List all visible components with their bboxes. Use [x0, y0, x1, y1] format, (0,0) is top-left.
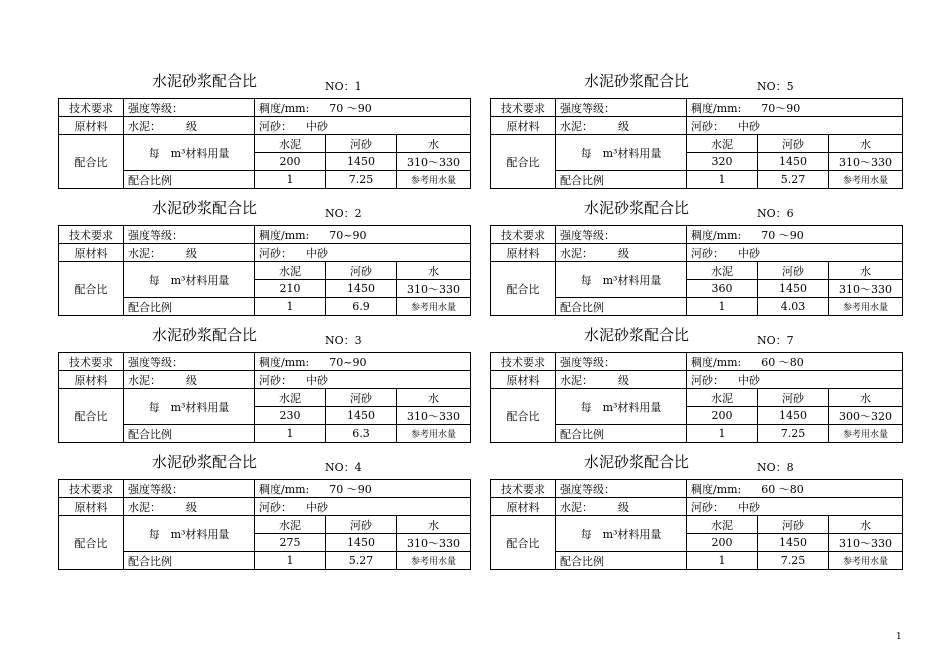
table-row: [59, 516, 471, 534]
tech-req-label: 技术要求: [59, 353, 124, 371]
consistency-cell: [687, 99, 903, 117]
ref-water-label: 参考用水量: [829, 171, 903, 189]
ratio-cement: 1: [687, 552, 758, 570]
water-amount: 300～320: [829, 407, 903, 425]
consistency-cell: [687, 226, 903, 244]
sand-amount: 1450: [758, 280, 829, 298]
mix-table: [58, 479, 471, 570]
raw-materials-label: 原材料: [491, 371, 556, 389]
consistency-label: 稠度/mm:: [691, 355, 742, 369]
mix-table: [490, 352, 903, 443]
per-m3-label: 每 m³材料用量: [556, 135, 687, 171]
col-cement-header: 水泥: [255, 262, 326, 280]
card-title: 水泥砂浆配合比: [584, 72, 690, 90]
per-m3-label: 每 m³材料用量: [124, 516, 255, 552]
col-water-header: 水: [397, 262, 471, 280]
cement-grade-cell: [556, 117, 687, 135]
tech-req-label: 技术要求: [491, 480, 556, 498]
ref-water-label: 参考用水量: [829, 425, 903, 443]
sand-cell: [687, 498, 903, 516]
table-row: [59, 498, 471, 516]
per-m3-label: 每 m³材料用量: [124, 389, 255, 425]
ratio-cement: 1: [255, 298, 326, 316]
per-m3-label: 每 m³材料用量: [556, 516, 687, 552]
strength-grade-label: 强度等级：: [124, 99, 255, 117]
ref-water-label: 参考用水量: [397, 425, 471, 443]
sand-label: 河砂：: [259, 373, 292, 387]
strength-grade-label: 强度等级：: [124, 226, 255, 244]
table-row: [59, 135, 471, 153]
mix-table: [490, 98, 903, 189]
card-number: NO：2: [325, 207, 362, 220]
raw-materials-label: 原材料: [491, 117, 556, 135]
ratio-sand: 5.27: [326, 552, 397, 570]
sand-amount: 1450: [326, 534, 397, 552]
consistency-cell: [255, 226, 471, 244]
mix-table: [58, 352, 471, 443]
per-m3-label: 每 m³材料用量: [124, 135, 255, 171]
card-title: 水泥砂浆配合比: [152, 326, 258, 344]
ratio-label: 配合比例: [556, 298, 687, 316]
sand-amount: 1450: [326, 280, 397, 298]
sand-label: 河砂：: [691, 373, 724, 387]
consistency-cell: [687, 353, 903, 371]
col-cement-header: 水泥: [687, 389, 758, 407]
sand-type: 中砂: [306, 119, 328, 133]
table-row: [491, 371, 903, 389]
table-row: [59, 226, 471, 244]
consistency-label: 稠度/mm:: [691, 482, 742, 496]
card-number: NO：4: [325, 461, 362, 474]
sand-amount: 1450: [326, 153, 397, 171]
card-number: NO：7: [757, 334, 794, 347]
table-row: [491, 262, 903, 280]
cement-amount: 360: [687, 280, 758, 298]
mix-ratio-label: 配合比: [491, 516, 556, 570]
ref-water-label: 参考用水量: [397, 298, 471, 316]
sand-type: 中砂: [738, 373, 760, 387]
col-sand-header: 河砂: [758, 516, 829, 534]
tech-req-label: 技术要求: [491, 99, 556, 117]
cement-grade-cell: [124, 498, 255, 516]
tech-req-label: 技术要求: [491, 353, 556, 371]
table-row: [59, 480, 471, 498]
sand-amount: 1450: [758, 534, 829, 552]
cement-grade-cell: [556, 371, 687, 389]
ratio-cement: 1: [255, 171, 326, 189]
ratio-cement: 1: [687, 425, 758, 443]
sand-cell: [255, 498, 471, 516]
table-row: [491, 389, 903, 407]
table-row: [491, 353, 903, 371]
ratio-cement: 1: [255, 552, 326, 570]
cement-label: 水泥：: [560, 246, 593, 260]
ratio-cement: 1: [255, 425, 326, 443]
consistency-label: 稠度/mm:: [691, 101, 742, 115]
grade-suffix: 级: [186, 119, 197, 133]
col-water-header: 水: [829, 516, 903, 534]
table-row: [59, 99, 471, 117]
mix-table: [58, 98, 471, 189]
col-sand-header: 河砂: [326, 389, 397, 407]
table-row: [491, 117, 903, 135]
sand-type: 中砂: [306, 246, 328, 260]
sand-label: 河砂：: [691, 246, 724, 260]
cement-grade-cell: [556, 244, 687, 262]
consistency-value: 70 ～90: [329, 482, 372, 496]
sand-type: 中砂: [306, 500, 328, 514]
per-m3-label: 每 m³材料用量: [556, 262, 687, 298]
mix-ratio-label: 配合比: [491, 389, 556, 443]
card-title: 水泥砂浆配合比: [584, 199, 690, 217]
card-title: 水泥砂浆配合比: [584, 453, 690, 471]
raw-materials-label: 原材料: [59, 371, 124, 389]
consistency-label: 稠度/mm:: [259, 482, 310, 496]
cement-amount: 210: [255, 280, 326, 298]
consistency-value: 60 ～80: [761, 355, 804, 369]
grade-suffix: 级: [618, 500, 629, 514]
grade-suffix: 级: [618, 119, 629, 133]
consistency-label: 稠度/mm:: [259, 355, 310, 369]
cement-amount: 200: [687, 407, 758, 425]
col-cement-header: 水泥: [255, 389, 326, 407]
grade-suffix: 级: [618, 246, 629, 260]
ratio-cement: 1: [687, 171, 758, 189]
ratio-sand: 7.25: [758, 425, 829, 443]
consistency-value: 60 ～80: [761, 482, 804, 496]
col-sand-header: 河砂: [758, 135, 829, 153]
raw-materials-label: 原材料: [59, 117, 124, 135]
col-sand-header: 河砂: [758, 389, 829, 407]
cement-grade-cell: [124, 244, 255, 262]
col-cement-header: 水泥: [255, 135, 326, 153]
ratio-sand: 7.25: [326, 171, 397, 189]
sand-label: 河砂：: [691, 119, 724, 133]
col-cement-header: 水泥: [687, 516, 758, 534]
strength-grade-label: 强度等级：: [124, 480, 255, 498]
sand-cell: [255, 244, 471, 262]
water-amount: 310～330: [397, 534, 471, 552]
sand-amount: 1450: [326, 407, 397, 425]
strength-grade-label: 强度等级：: [556, 480, 687, 498]
sand-label: 河砂：: [259, 119, 292, 133]
mix-ratio-label: 配合比: [491, 262, 556, 316]
consistency-value: 70 ～90: [329, 101, 372, 115]
grade-suffix: 级: [618, 373, 629, 387]
ref-water-label: 参考用水量: [829, 298, 903, 316]
ratio-label: 配合比例: [124, 171, 255, 189]
consistency-cell: [255, 353, 471, 371]
table-row: [491, 480, 903, 498]
table-row: [59, 389, 471, 407]
table-row: [491, 516, 903, 534]
sand-cell: [687, 244, 903, 262]
consistency-label: 稠度/mm:: [259, 228, 310, 242]
table-row: [59, 244, 471, 262]
sand-label: 河砂：: [259, 246, 292, 260]
per-m3-label: 每 m³材料用量: [124, 262, 255, 298]
sand-cell: [687, 371, 903, 389]
tech-req-label: 技术要求: [59, 99, 124, 117]
sand-label: 河砂：: [691, 500, 724, 514]
table-row: [59, 117, 471, 135]
cement-grade-cell: [124, 371, 255, 389]
mix-ratio-label: 配合比: [59, 389, 124, 443]
sand-amount: 1450: [758, 153, 829, 171]
mix-ratio-label: 配合比: [491, 135, 556, 189]
grade-suffix: 级: [186, 246, 197, 260]
sand-type: 中砂: [306, 373, 328, 387]
cement-amount: 200: [687, 534, 758, 552]
strength-grade-label: 强度等级：: [556, 99, 687, 117]
consistency-value: 70～90: [761, 101, 801, 115]
cement-grade-cell: [124, 117, 255, 135]
strength-grade-label: 强度等级：: [556, 226, 687, 244]
col-water-header: 水: [397, 135, 471, 153]
strength-grade-label: 强度等级：: [556, 353, 687, 371]
consistency-cell: [255, 99, 471, 117]
col-water-header: 水: [829, 389, 903, 407]
per-m3-label: 每 m³材料用量: [556, 389, 687, 425]
mix-table: [490, 479, 903, 570]
sand-type: 中砂: [738, 500, 760, 514]
ref-water-label: 参考用水量: [829, 552, 903, 570]
sand-label: 河砂：: [259, 500, 292, 514]
ratio-label: 配合比例: [556, 552, 687, 570]
ratio-sand: 6.9: [326, 298, 397, 316]
ratio-sand: 6.3: [326, 425, 397, 443]
col-sand-header: 河砂: [326, 262, 397, 280]
cement-amount: 200: [255, 153, 326, 171]
cement-label: 水泥：: [560, 119, 593, 133]
tech-req-label: 技术要求: [59, 480, 124, 498]
ratio-sand: 5.27: [758, 171, 829, 189]
water-amount: 310～330: [829, 280, 903, 298]
ref-water-label: 参考用水量: [397, 171, 471, 189]
card-number: NO：8: [757, 461, 794, 474]
cement-grade-cell: [556, 498, 687, 516]
cement-label: 水泥：: [128, 500, 161, 514]
ratio-label: 配合比例: [556, 171, 687, 189]
cement-label: 水泥：: [560, 500, 593, 514]
raw-materials-label: 原材料: [491, 498, 556, 516]
sand-amount: 1450: [758, 407, 829, 425]
consistency-value: 70 ～90: [761, 228, 804, 242]
table-row: [491, 244, 903, 262]
mix-ratio-label: 配合比: [59, 516, 124, 570]
col-cement-header: 水泥: [687, 262, 758, 280]
card-number: NO：6: [757, 207, 794, 220]
table-row: [59, 353, 471, 371]
raw-materials-label: 原材料: [491, 244, 556, 262]
mix-ratio-label: 配合比: [59, 262, 124, 316]
ratio-label: 配合比例: [124, 425, 255, 443]
table-row: [491, 99, 903, 117]
consistency-value: 70~90: [329, 228, 367, 242]
water-amount: 310～330: [829, 534, 903, 552]
mix-table: [58, 225, 471, 316]
cement-amount: 275: [255, 534, 326, 552]
card-title: 水泥砂浆配合比: [152, 199, 258, 217]
table-row: [59, 262, 471, 280]
card-title: 水泥砂浆配合比: [584, 326, 690, 344]
card-title: 水泥砂浆配合比: [152, 453, 258, 471]
sand-cell: [255, 371, 471, 389]
sand-type: 中砂: [738, 246, 760, 260]
water-amount: 310～330: [829, 153, 903, 171]
ratio-sand: 4.03: [758, 298, 829, 316]
col-water-header: 水: [397, 389, 471, 407]
consistency-label: 稠度/mm:: [259, 101, 310, 115]
col-sand-header: 河砂: [758, 262, 829, 280]
ref-water-label: 参考用水量: [397, 552, 471, 570]
raw-materials-label: 原材料: [59, 244, 124, 262]
ratio-label: 配合比例: [556, 425, 687, 443]
grade-suffix: 级: [186, 500, 197, 514]
strength-grade-label: 强度等级：: [124, 353, 255, 371]
cement-label: 水泥：: [560, 373, 593, 387]
tech-req-label: 技术要求: [491, 226, 556, 244]
ratio-label: 配合比例: [124, 298, 255, 316]
tech-req-label: 技术要求: [59, 226, 124, 244]
col-cement-header: 水泥: [687, 135, 758, 153]
grade-suffix: 级: [186, 373, 197, 387]
col-water-header: 水: [397, 516, 471, 534]
cement-label: 水泥：: [128, 246, 161, 260]
card-number: NO：5: [757, 80, 794, 93]
cement-label: 水泥：: [128, 373, 161, 387]
sand-type: 中砂: [738, 119, 760, 133]
ratio-sand: 7.25: [758, 552, 829, 570]
consistency-cell: [687, 480, 903, 498]
sand-cell: [687, 117, 903, 135]
consistency-label: 稠度/mm:: [691, 228, 742, 242]
page-number: 1: [896, 632, 902, 642]
cement-amount: 320: [687, 153, 758, 171]
cement-label: 水泥：: [128, 119, 161, 133]
table-row: [59, 371, 471, 389]
table-row: [491, 135, 903, 153]
consistency-value: 70~90: [329, 355, 367, 369]
mix-table: [490, 225, 903, 316]
cement-amount: 230: [255, 407, 326, 425]
table-row: [491, 226, 903, 244]
card-number: NO：1: [325, 80, 362, 93]
mix-ratio-label: 配合比: [59, 135, 124, 189]
col-cement-header: 水泥: [255, 516, 326, 534]
consistency-cell: [255, 480, 471, 498]
ratio-label: 配合比例: [124, 552, 255, 570]
sand-cell: [255, 117, 471, 135]
col-water-header: 水: [829, 262, 903, 280]
col-sand-header: 河砂: [326, 135, 397, 153]
water-amount: 310～330: [397, 153, 471, 171]
table-row: [491, 498, 903, 516]
ratio-cement: 1: [687, 298, 758, 316]
water-amount: 310～330: [397, 280, 471, 298]
col-sand-header: 河砂: [326, 516, 397, 534]
col-water-header: 水: [829, 135, 903, 153]
card-title: 水泥砂浆配合比: [152, 72, 258, 90]
raw-materials-label: 原材料: [59, 498, 124, 516]
card-number: NO：3: [325, 334, 362, 347]
water-amount: 310～330: [397, 407, 471, 425]
